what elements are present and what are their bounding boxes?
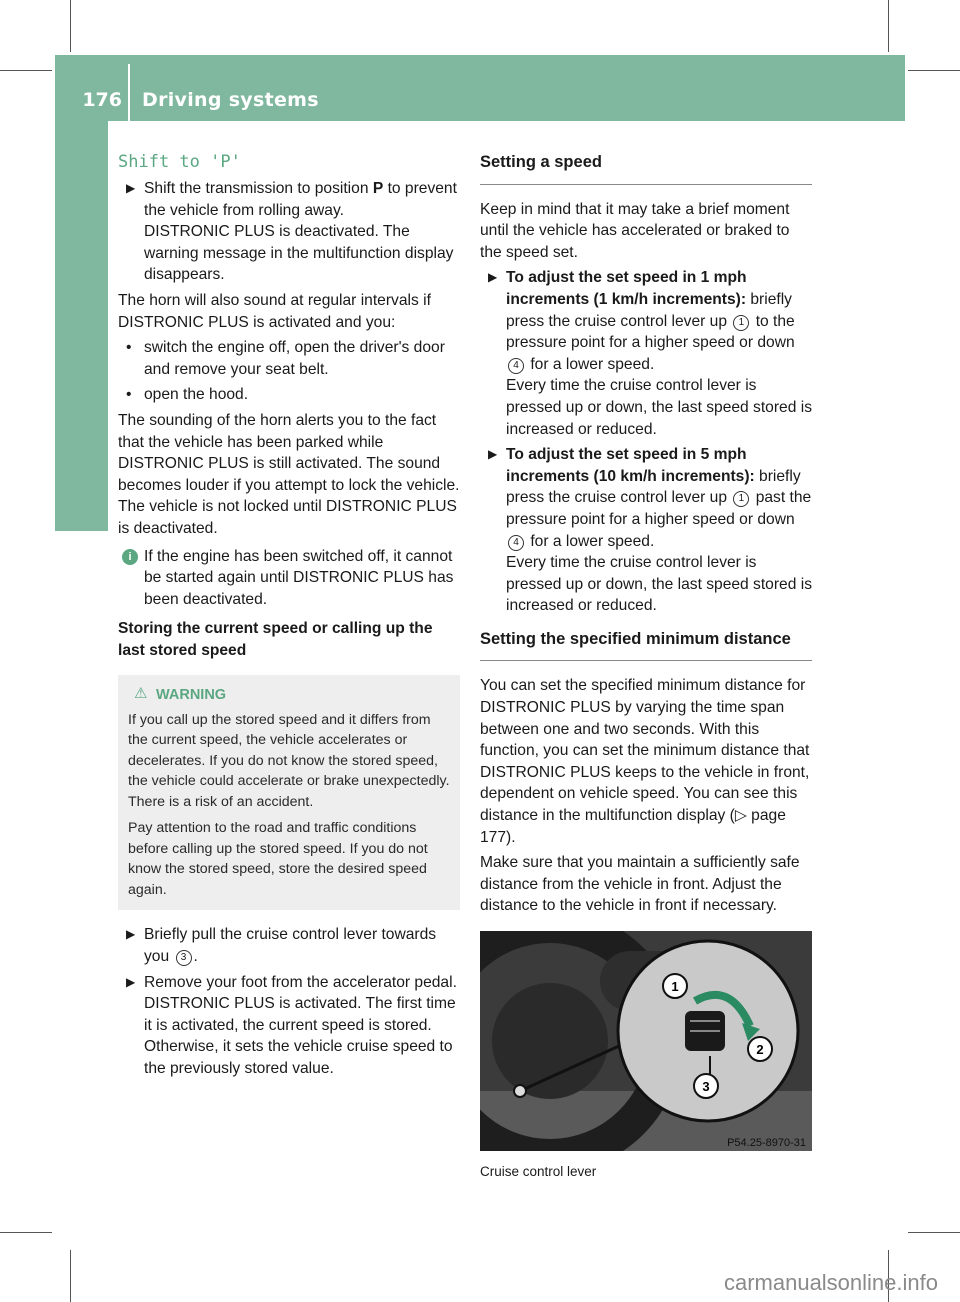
bullet-icon: • <box>126 386 132 404</box>
paragraph: Make sure that you maintain a sufficiently safe distance from the vehicle in front. Adjust the distance to the vehicle in front if necessary. <box>480 854 800 915</box>
wheel-hub <box>492 983 608 1099</box>
step-arrow-icon: ▶ <box>126 181 136 195</box>
step-text: Shift the transmission to position <box>144 180 373 197</box>
lever-marker <box>514 1085 526 1097</box>
bullet-text: open the hood. <box>144 386 249 404</box>
page-number: 176 <box>82 89 122 111</box>
section-title: Driving systems <box>142 89 319 111</box>
crop-mark <box>70 1250 71 1302</box>
step-text: Remove your foot from the accelerator pedal. <box>144 973 457 991</box>
paragraph-text: You can set the specified minimum distance for DISTRONIC PLUS by varying the time span between one and two seconds. With this function, you can set the minimum distance that DISTRONIC PLUS keeps to the vehicle in front, dependent on vehicle speed. You can see this distance in the multifunction display ( <box>480 677 810 825</box>
paragraph-text: ). <box>506 828 516 846</box>
step-text: briefly press the cruise control lever up <box>506 467 801 507</box>
warning-text: Pay attention to the road and traffic conditions before calling up the stored speed. If you do not know the stored speed, store the desired speed again. <box>128 820 428 898</box>
instruction-step <box>480 267 812 440</box>
callout-1: 1 <box>671 979 679 994</box>
figure-caption: Cruise control lever <box>480 1164 597 1179</box>
crop-mark <box>0 70 52 71</box>
step-bold: To adjust the set speed in 5 mph increments (10 km/h increments): <box>506 446 755 485</box>
step-text: to the pressure point for a higher speed or down <box>506 312 795 352</box>
section-heading: Setting the specified minimum distance <box>480 629 812 662</box>
page-reference[interactable]: page 177 <box>480 807 786 846</box>
cruise-control-figure <box>480 931 812 1151</box>
instruction-step <box>118 178 460 286</box>
warning-box <box>118 675 460 910</box>
step-text: past the pressure point for a higher speed or down <box>506 489 812 528</box>
crop-mark <box>70 0 71 52</box>
step-arrow-icon: ▶ <box>126 974 136 989</box>
step-bold: P <box>372 180 384 197</box>
mono-heading: Shift to 'P' <box>118 152 241 172</box>
callout-number: 3 <box>176 950 192 966</box>
bullet-icon: • <box>126 339 132 357</box>
side-label: Driving and parking <box>65 273 90 520</box>
step-text: for a lower speed. <box>526 355 655 373</box>
left-column <box>118 150 460 1084</box>
instruction-step: ▶ Briefly pull the cruise control lever towards you 3 . <box>126 926 437 966</box>
watermark: carmanualsonline.info <box>723 1270 938 1296</box>
crop-mark <box>0 1232 52 1233</box>
bullet-item <box>118 384 460 406</box>
step-text: briefly press the cruise control lever up <box>506 290 792 330</box>
step-result: DISTRONIC PLUS is activated. The first time it is activated, the current speed is stored. Otherwise, it sets the vehicle cruise speed to the previously stored value. <box>144 995 456 1078</box>
instruction-step <box>480 444 812 617</box>
step-result: Every time the cruise control lever is pressed up or down, the last speed stored is increased or reduced. <box>506 554 812 615</box>
step-arrow-icon: ▶ <box>488 447 498 462</box>
paragraph: Keep in mind that it may take a brief moment until the vehicle has accelerated or braked to the speed set. <box>480 200 790 261</box>
step-bold: To adjust the set speed in 1 mph increments (1 km/h increments): <box>506 269 747 308</box>
callout-number: 4 <box>508 358 524 374</box>
instruction-step <box>118 972 460 1080</box>
crop-mark <box>908 1232 960 1233</box>
warning-triangle-icon: ⚠ <box>134 685 148 703</box>
step-text: for a lower speed. <box>526 532 655 550</box>
step-arrow-icon: ▶ <box>488 270 498 285</box>
step-arrow-icon: ▶ <box>126 927 136 942</box>
section-heading: Setting a speed <box>480 152 812 185</box>
header-divider <box>128 64 130 121</box>
page-ref-arrow-icon: ▷ <box>734 807 752 825</box>
right-column <box>480 150 812 1183</box>
step-text: to prevent the vehicle from rolling away. <box>144 180 457 219</box>
paragraph: The sounding of the horn alerts you to the fact that the vehicle has been parked while DISTRONIC PLUS is still activated. The sound becomes louder if you attempt to lock the vehicle. The vehicle is not locked until DISTRONIC PLUS is deactivated. <box>118 411 460 537</box>
callout-number: 4 <box>508 535 524 551</box>
info-text: If the engine has been switched off, it cannot be started again until DISTRONIC PLUS has been deactivated. <box>144 547 454 608</box>
callout-number: 1 <box>733 315 749 331</box>
step-result: DISTRONIC PLUS is deactivated. The warning message in the multifunction display disappears. <box>144 223 454 284</box>
bullet-text: switch the engine off, open the driver's door and remove your seat belt. <box>144 339 445 378</box>
bullet-item <box>118 337 460 380</box>
step-result: Every time the cruise control lever is pressed up or down, the last speed stored is increased or reduced. <box>506 377 812 438</box>
callout-3: 3 <box>702 1079 710 1094</box>
callout-2: 2 <box>756 1042 764 1057</box>
info-note <box>118 546 460 611</box>
step-text: Briefly pull the cruise control lever towards you <box>144 926 437 966</box>
info-icon: i <box>122 549 138 565</box>
crop-mark <box>908 70 960 71</box>
paragraph: The horn will also sound at regular intervals if DISTRONIC PLUS is activated and you: <box>118 291 431 331</box>
crop-mark <box>888 0 889 52</box>
warning-title <box>128 685 452 706</box>
figure-illustration <box>480 931 812 1151</box>
warning-text: If you call up the stored speed and it differs from the current speed, the vehicle accelerates or decelerates. If you do not know the stored speed, the vehicle could accelerate or brake unexpectedly. There is a risk of an accident. <box>128 711 450 810</box>
figure-code: P54.25-8970-31 <box>727 1137 806 1149</box>
callout-number: 1 <box>733 491 749 507</box>
warning-title-text: WARNING <box>156 687 227 704</box>
paragraph <box>480 675 812 848</box>
subheading: Storing the current speed or calling up the last stored speed <box>118 620 433 659</box>
